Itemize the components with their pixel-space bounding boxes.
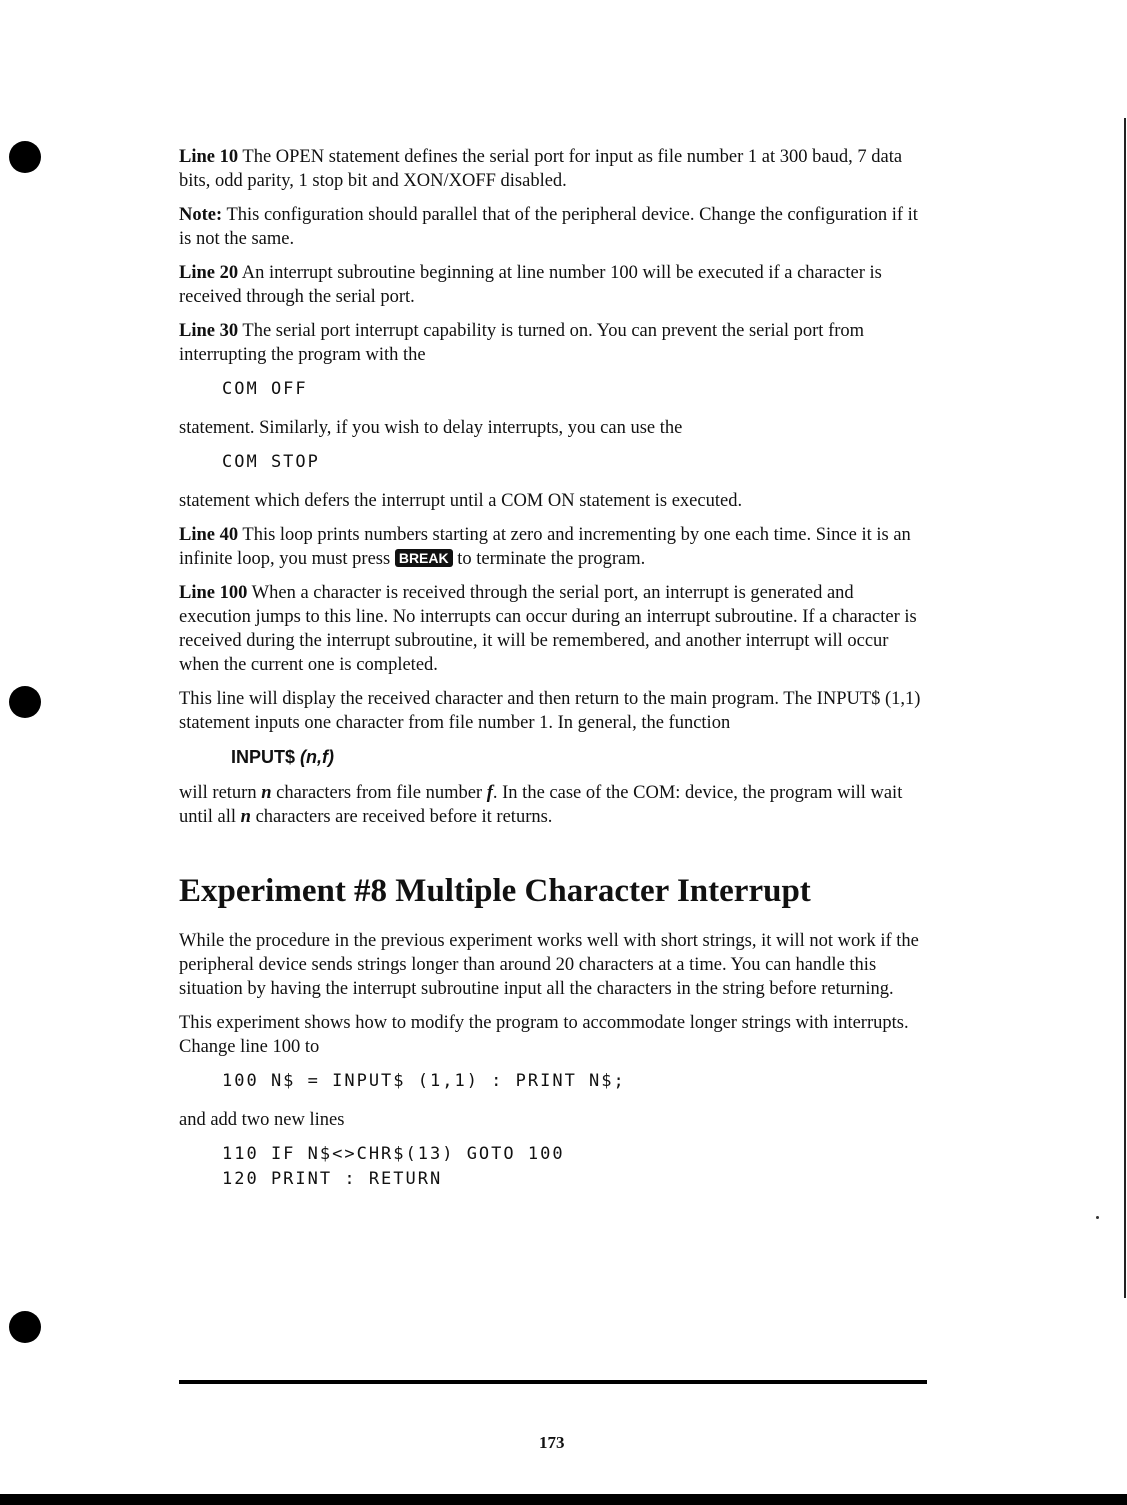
section-paragraph-1: While the procedure in the previous experiment works well with short strings, it will not work if the peripheral device sends strings longer than around 20 characters at a time. You can handle this situation by having the interrupt subroutine input all the characters in the string before returning.: [179, 931, 919, 999]
lead-label: Line 100: [179, 583, 248, 603]
function-name: INPUT$: [231, 747, 301, 767]
var-n: n: [261, 783, 272, 803]
paragraph-line-100: [179, 581, 929, 677]
paragraph-text: When a character is received through the serial port, an interrupt is generated and execution jumps to this line. No interrupts can occur during an interrupt subroutine. If a character is received during the interrupt subroutine, it will be remembered, and another interrupt will occur when the current one is completed.: [179, 583, 917, 675]
code-new-lines: [222, 1142, 929, 1192]
page-edge-line: [1124, 118, 1126, 1298]
paragraph-text: to terminate the program.: [452, 549, 646, 569]
lead-label: Note:: [179, 205, 223, 225]
var-f: f: [486, 783, 493, 803]
lead-label: Line 10: [179, 147, 239, 167]
paragraph-note: [179, 203, 929, 251]
section-paragraph-2: This experiment shows how to modify the program to accommodate longer strings with interrupts. Change line 100 to: [179, 1013, 909, 1057]
paragraph-line-10: [179, 145, 929, 193]
binder-hole-top: [9, 141, 41, 173]
lead-label: Line 30: [179, 321, 239, 341]
function-signature: [231, 745, 929, 769]
paragraph-text: The serial port interrupt capability is turned on. You can prevent the serial port from interrupting the program with the: [179, 321, 865, 365]
footer-rule: [179, 1380, 927, 1384]
code-line-100: 100 N$ = INPUT$ (1,1) : PRINT N$;: [222, 1071, 626, 1091]
code-com-off: COM OFF: [222, 379, 308, 399]
section-heading: Experiment #8 Multiple Character Interrupt: [179, 873, 811, 909]
paragraph-line-20: [179, 261, 929, 309]
paragraph-text: . In the case of the COM: device, the program will wait until all: [179, 783, 903, 827]
paragraph-text: An interrupt subroutine beginning at line number 100 will be executed if a character is received through the serial port.: [179, 263, 882, 307]
bottom-scan-bar: [0, 1494, 1127, 1505]
code-line-110: 110 IF N$<>CHR$(13) GOTO 100: [222, 1144, 565, 1164]
paragraph-line-40: [179, 523, 929, 571]
paragraph-will-return: [179, 781, 929, 829]
section-paragraph-3: and add two new lines: [179, 1110, 345, 1130]
paragraph-text: This configuration should parallel that of the peripheral device. Change the configuration if it is not the same.: [179, 205, 918, 249]
paragraph-text: will return: [179, 783, 262, 803]
binder-hole-bottom: [9, 1311, 41, 1343]
scan-speck: [1096, 1216, 1099, 1219]
paragraph-statement-similarly: statement. Similarly, if you wish to delay interrupts, you can use the: [179, 418, 683, 438]
page-content: [179, 145, 929, 1206]
paragraph-text: This loop prints numbers starting at zero and incrementing by one each time. Since it is an infinite loop, you must press: [179, 525, 911, 569]
paragraph-statement-defers: statement which defers the interrupt until a COM ON statement is executed.: [179, 491, 743, 511]
binder-hole-middle: [9, 686, 41, 718]
break-key-icon: BREAK: [395, 549, 453, 567]
code-line-120: 120 PRINT : RETURN: [222, 1169, 443, 1189]
lead-label: Line 40: [179, 525, 239, 545]
var-n: n: [240, 807, 251, 827]
paragraph-text: characters are received before it returns.: [250, 807, 553, 827]
paragraph-line-30: [179, 319, 929, 367]
function-args: (n,f): [300, 747, 334, 767]
paragraph-input-function: This line will display the received character and then return to the main program. The INPUT$ (1,1) statement inputs one character from file number 1. In general, the function: [179, 689, 921, 733]
paragraph-text: characters from file number: [271, 783, 487, 803]
lead-label: Line 20: [179, 263, 239, 283]
code-com-stop: COM STOP: [222, 452, 320, 472]
page-number: 173: [539, 1433, 565, 1452]
paragraph-text: The OPEN statement defines the serial port for input as file number 1 at 300 baud, 7 data bits, odd parity, 1 stop bit and XON/XOFF disabled.: [179, 147, 903, 191]
